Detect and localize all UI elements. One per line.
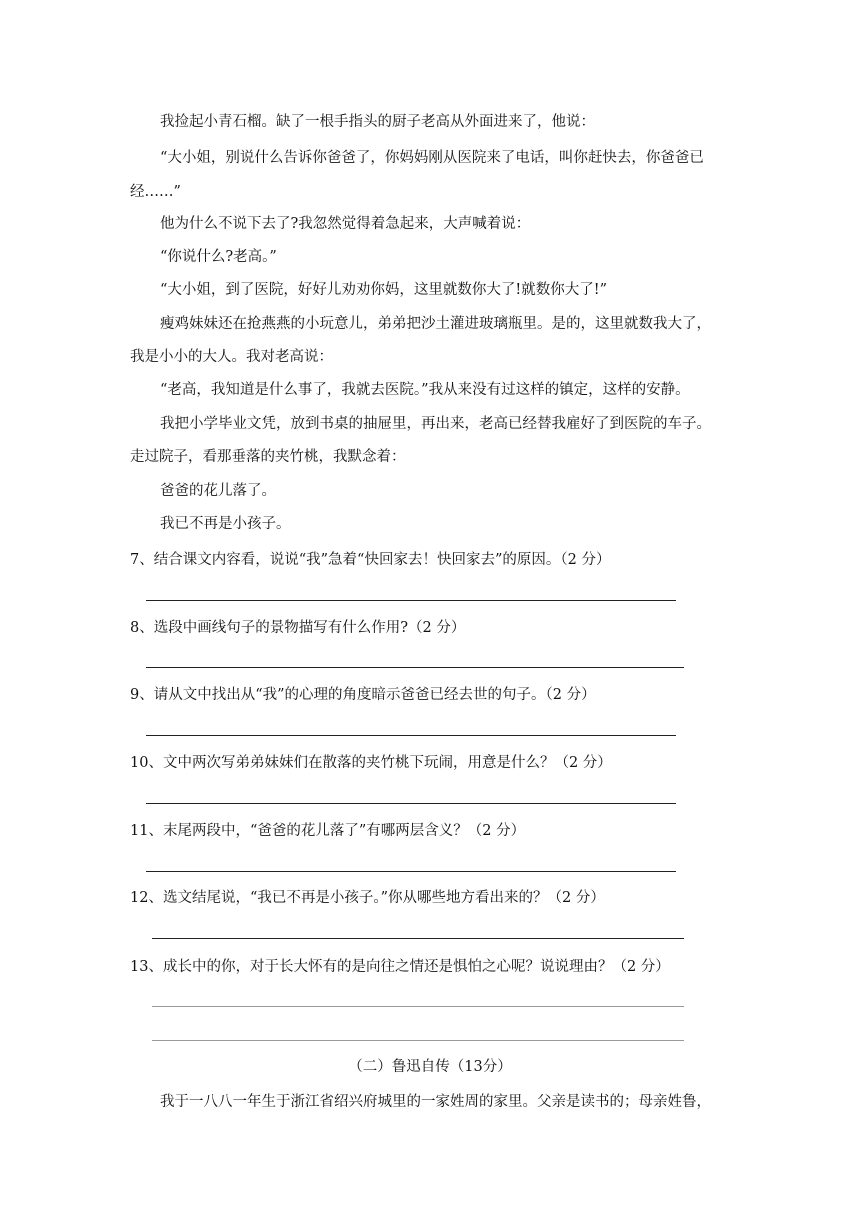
question-12: 12、选文结尾说，“我已不再是小孩子。”你从哪些地方看出来的？（2 分） <box>130 890 605 906</box>
answer-line-11[interactable] <box>146 871 676 872</box>
passage-line: 我捡起小青石榴。缺了一根手指头的厨子老高从外面进来了，他说： <box>160 114 595 130</box>
answer-line-13b[interactable] <box>152 1040 684 1041</box>
passage-line: “大小姐，别说什么告诉你爸爸了，你妈妈刚从医院来了电话，叫你赶快去，你爸爸已 <box>160 150 704 166</box>
passage-line: 走过院子，看那垂落的夹竹桃，我默念着： <box>130 449 406 465</box>
answer-line-8[interactable] <box>146 667 684 668</box>
question-9: 9、请从文中找出从“我”的心理的角度暗示爸爸已经去世的句子。（2 分） <box>130 687 596 703</box>
question-7: 7、结合课文内容看，说说“我”急着“快回家去！快回家去”的原因。（2 分） <box>130 552 611 568</box>
passage-line: 瘦鸡妹妹还在抢燕燕的小玩意儿，弟弟把沙土灌进玻璃瓶里。是的，这里就数我大了， <box>160 316 711 332</box>
question-10: 10、文中两次写弟弟妹妹们在散落的夹竹桃下玩闹，用意是什么？（2 分） <box>130 755 612 771</box>
passage-line: 我已不再是小孩子。 <box>160 516 291 532</box>
answer-line-10[interactable] <box>146 803 676 804</box>
question-8: 8、选段中画线句子的景物描写有什么作用?（2 分） <box>130 620 466 636</box>
passage-line: “老高，我知道是什么事了，我就去医院。”我从来没有过这样的镇定，这样的安静。 <box>160 382 690 398</box>
answer-line-7[interactable] <box>146 600 676 601</box>
passage-line: 我是小小的大人。我对老高说： <box>130 349 333 365</box>
answer-line-12[interactable] <box>152 938 684 939</box>
section-title: （二）鲁迅自传（13分） <box>348 1059 512 1075</box>
question-13: 13、成长中的你，对于长大怀有的是向往之情还是惧怕之心呢？说说理由？（2 分） <box>130 959 670 975</box>
passage-line: “大小姐，到了医院，好好儿劝劝你妈，这里就数你大了!就数你大了!” <box>160 282 607 298</box>
passage-line: 我于一八八一年生于浙江省绍兴府城里的一家姓周的家里。父亲是读书的；母亲姓鲁， <box>160 1094 711 1110</box>
answer-line-9[interactable] <box>146 735 676 736</box>
passage-line: 我把小学毕业文凭，放到书桌的抽屉里，再出来，老高已经替我雇好了到医院的车子。 <box>160 416 711 432</box>
question-11: 11、末尾两段中，“爸爸的花儿落了”有哪两层含义？（2 分） <box>130 823 526 839</box>
passage-line: 爸爸的花儿落了。 <box>160 483 276 499</box>
passage-line: 他为什么不说下去了?我忽然觉得着急起来，大声喊着说： <box>160 216 531 232</box>
answer-line-13a[interactable] <box>152 1006 684 1007</box>
passage-line: “你说什么?老高。” <box>160 249 277 265</box>
passage-line: 经……” <box>130 184 181 200</box>
